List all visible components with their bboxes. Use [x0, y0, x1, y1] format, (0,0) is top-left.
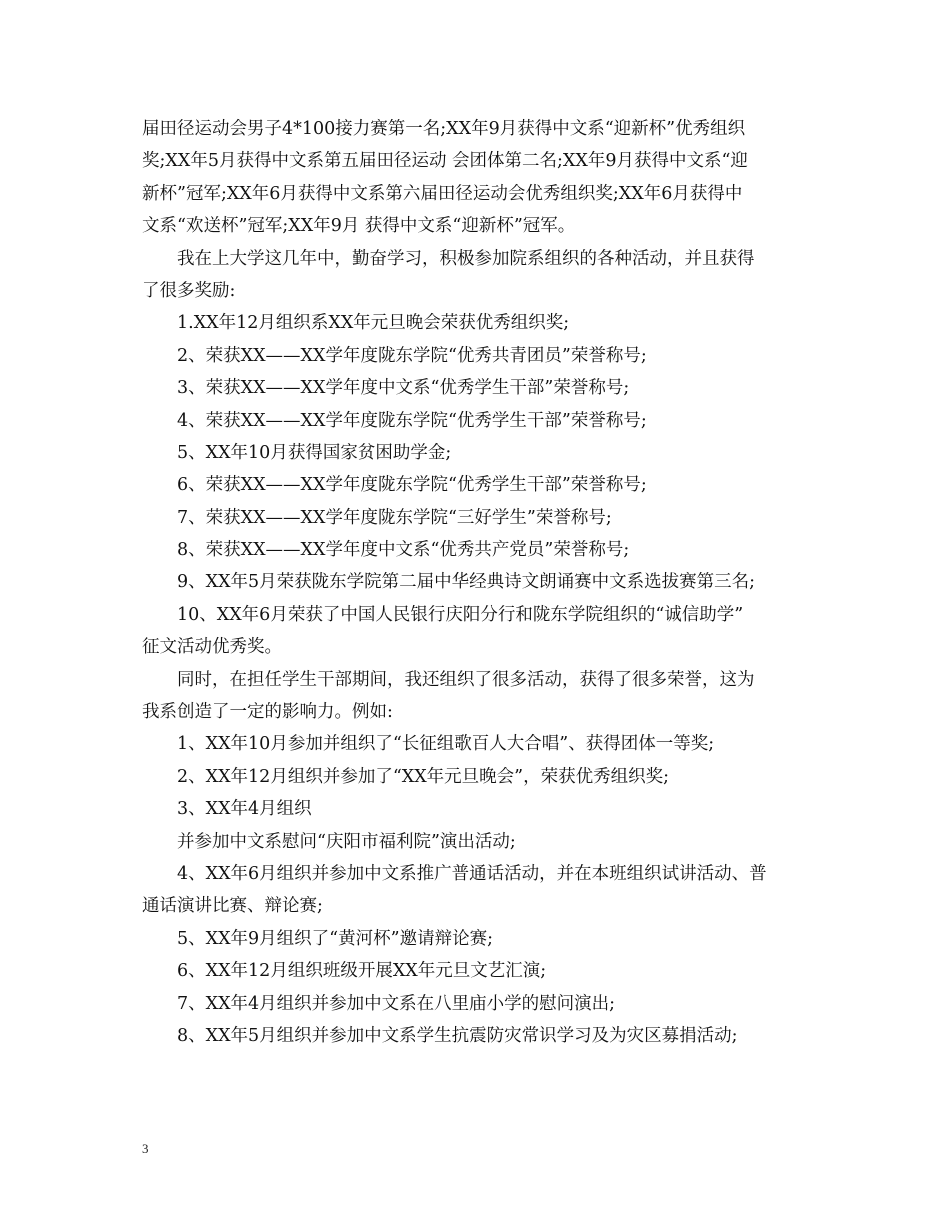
text-line: 6、XX年12月组织班级开展XX年元旦文艺汇演;: [177, 961, 547, 982]
text-line: 同时，在担任学生干部期间，我还组织了很多活动，获得了很多荣誉，这为: [177, 669, 755, 690]
text-line: 我在上大学这几年中，勤奋学习，积极参加院系组织的各种活动，并且获得: [177, 248, 755, 269]
text-line: 奖;XX年5月获得中文系第五届田径运动 会团体第二名;XX年9月获得中文系“迎: [142, 151, 748, 172]
text-line: 10、XX年6月荣获了中国人民银行庆阳分行和陇东学院组织的“诚信助学”: [177, 604, 744, 625]
text-line: 5、XX年10月获得国家贫困助学金;: [177, 442, 452, 463]
text-line: 征文活动优秀奖。: [142, 637, 282, 658]
text-line: 并参加中文系慰问“庆阳市福利院”演出活动;: [177, 831, 516, 852]
text-line: 4、荣获XX——XX学年度陇东学院“优秀学生干部”荣誉称号;: [177, 410, 647, 431]
text-line: 2、XX年12月组织并参加了“XX年元旦晚会”，荣获优秀组织奖;: [177, 766, 670, 787]
text-line: 3、XX年4月组织: [177, 799, 312, 820]
page-number: 3: [142, 1141, 149, 1156]
text-line: 1、XX年10月参加并组织了“长征组歌百人大合唱”、获得团体一等奖;: [177, 734, 715, 755]
text-line: 7、荣获XX——XX学年度陇东学院“三好学生”荣誉称号;: [177, 507, 612, 528]
text-line: 届田径运动会男子4*100接力赛第一名;XX年9月获得中文系“迎新杯”优秀组织: [142, 119, 746, 139]
text-line: 8、XX年5月组织并参加中文系学生抗震防灾常识学习及为灾区募捐活动;: [177, 1025, 738, 1046]
text-line: 4、XX年6月组织并参加中文系推广普通话活动，并在本班组织试讲活动、普: [177, 863, 767, 884]
text-line: 3、荣获XX——XX学年度中文系“优秀学生干部”荣誉称号;: [177, 378, 630, 399]
text-line: 7、XX年4月组织并参加中文系在八里庙小学的慰问演出;: [177, 993, 616, 1014]
text-line: 9、XX年5月荣获陇东学院第二届中华经典诗文朗诵赛中文系选拔赛第三名;: [177, 572, 756, 593]
text-line: 5、XX年9月组织了“黄河杯”邀请辩论赛;: [177, 928, 493, 949]
text-line: 新杯”冠军;XX年6月获得中文系第六届田径运动会优秀组织奖;XX年6月获得中: [142, 183, 743, 204]
text-line: 我系创造了一定的影响力。例如:: [142, 702, 393, 723]
text-line: 通话演讲比赛、辩论赛;: [142, 896, 323, 917]
document-body: [142, 113, 814, 1052]
text-line: 文系“欢送杯”冠军;XX年9月 获得中文系“迎新杯”冠军。: [142, 216, 576, 237]
text-line: 2、荣获XX——XX学年度陇东学院“优秀共青团员”荣誉称号;: [177, 345, 647, 366]
text-line: 1.XX年12月组织系XX年元旦晚会荣获优秀组织奖;: [177, 313, 570, 334]
text-line: 8、荣获XX——XX学年度中文系“优秀共产党员”荣誉称号;: [177, 540, 630, 561]
text-line: 了很多奖励:: [142, 280, 236, 301]
text-line: 6、荣获XX——XX学年度陇东学院“优秀学生干部”荣誉称号;: [177, 475, 647, 496]
